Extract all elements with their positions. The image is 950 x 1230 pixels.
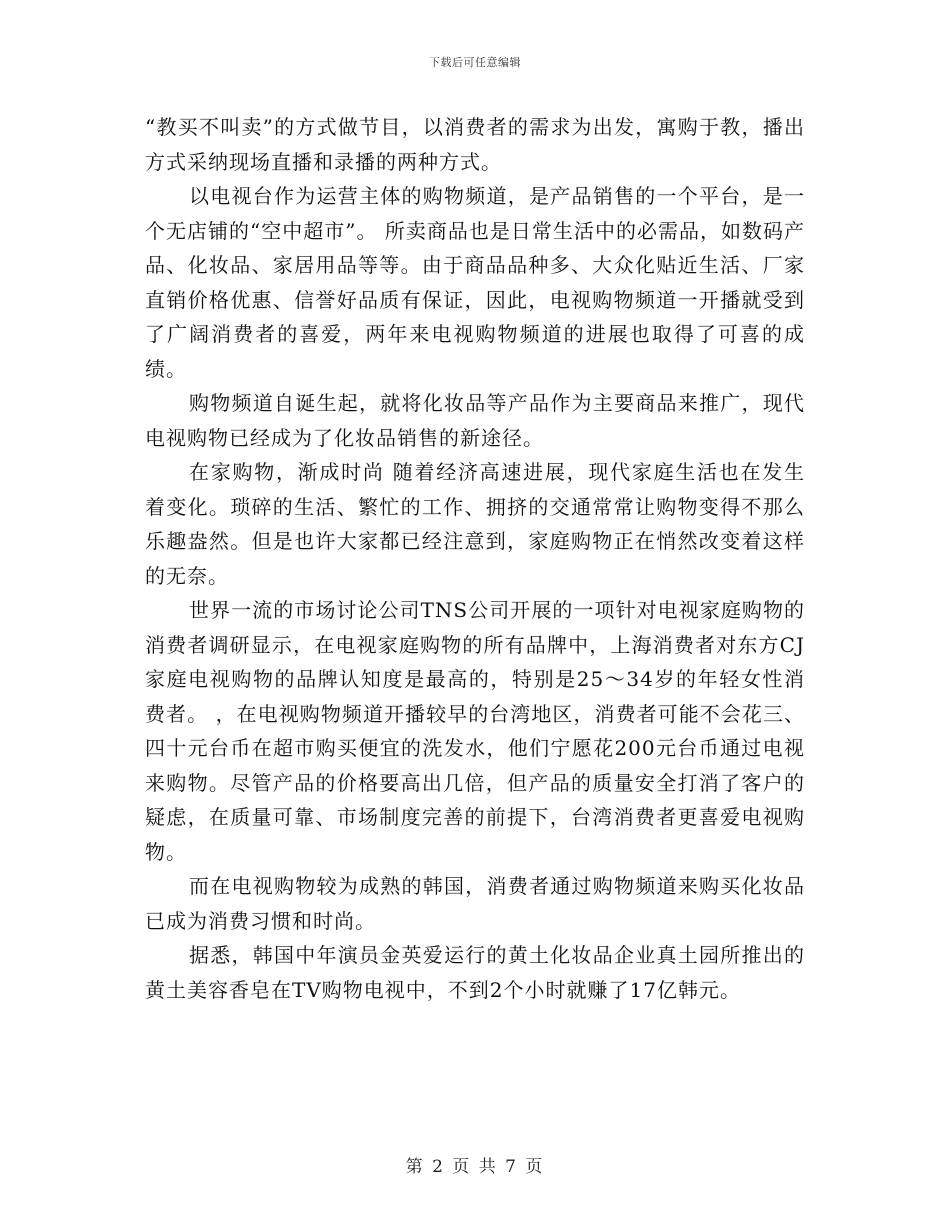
paragraph-loess-soap: 据悉，韩国中年演员金英爱运行的黄土化妆品企业真土园所推出的黄土美容香皂在TV购物电视中，不到2个小时就赚了17亿韩元。 — [145, 943, 805, 1002]
page-header: 下载后可任意编辑 — [429, 56, 521, 69]
paragraph-home-shopping-trend: 在家购物，渐成时尚 随着经济高速进展，现代家庭生活也在发生着变化。琐碎的生活、繁忙的工作、拥挤的交通常常让购物变得不那么乐趣盎然。但是也许大家都已经注意到，家庭购物正在悄然改变着这样的无奈。 — [145, 460, 805, 588]
paragraph-cosmetics-channel: 购物频道自诞生起，就将化妆品等产品作为主要商品来推广，现代电视购物已经成为了化妆品销售的新途径。 — [145, 391, 805, 450]
paragraph-shopping-channel-platform: 以电视台作为运营主体的购物频道，是产品销售的一个平台，是一个无店铺的“空中超市”。 所卖商品也是日常生活中的必需品，如数码产品、化妆品、家居用品等等。由于商品品种多、大众化贴近生活、厂家直销价格优惠、信誉好品质有保证，因此，电视购物频道一开播就受到了广阔消费者的喜爱，两年来电视购物频道的进展也取得了可喜的成绩。 — [145, 184, 805, 381]
paragraph-tns-survey: 世界一流的市场讨论公司TNS公司开展的一项针对电视家庭购物的消费者调研显示，在电视家庭购物的所有品牌中，上海消费者对东方CJ家庭电视购物的品牌认知度是最高的，特别是25～34岁的年轻女性消费者。 ，在电视购物频道开播较早的台湾地区，消费者可能不会花三、四十元台币在超市购买便宜的洗发水，他们宁愿花200元台币通过电视来购物。尽管产品的价格要高出几倍，但产品的质量安全打消了客户的疑虑，在质量可靠、市场制度完善的前提下，台湾消费者更喜爱电视购物。 — [145, 598, 805, 864]
paragraph-korea-market: 而在电视购物较为成熟的韩国，消费者通过购物频道来购买化妆品已成为消费习惯和时尚。 — [145, 874, 805, 933]
page-number-footer: 第 2 页 共 7 页 — [405, 1157, 545, 1177]
paragraph-continuation: “教买不叫卖”的方式做节目，以消费者的需求为出发，寓购于教，播出方式采纳现场直播和录播的两种方式。 — [145, 115, 805, 174]
document-body — [145, 110, 805, 1007]
